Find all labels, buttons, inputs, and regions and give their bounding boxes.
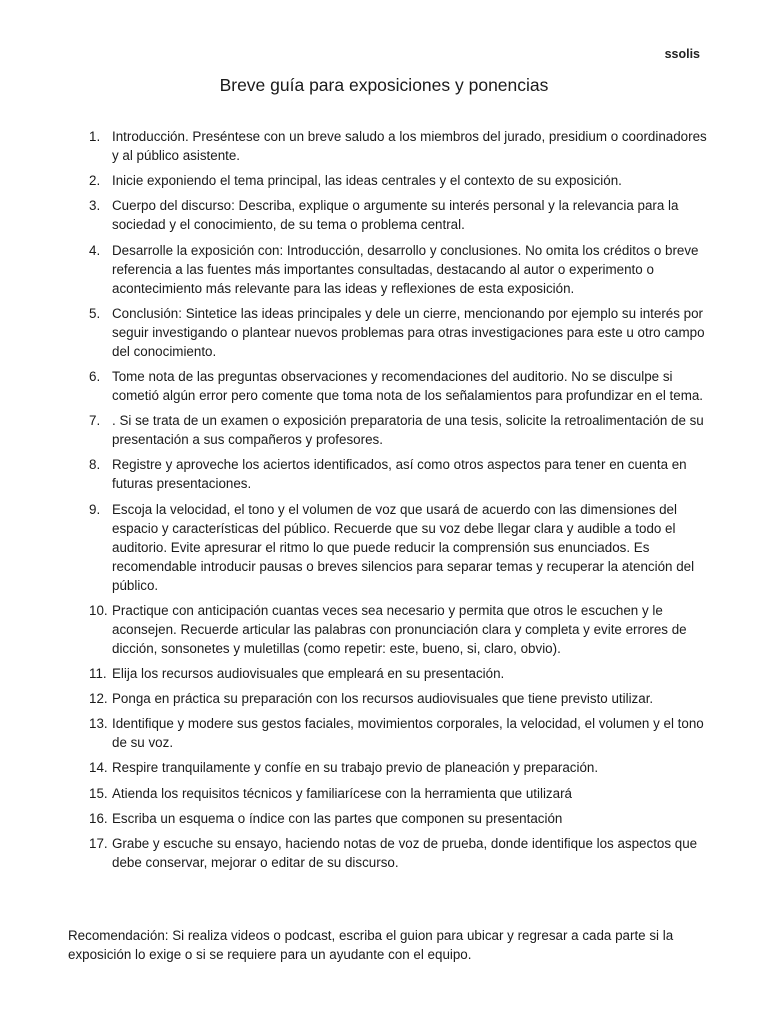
item-number: 8.	[89, 457, 101, 473]
item-text: Grabe y escuche su ensayo, haciendo notas de voz de prueba, donde identifique los aspectos que debe conservar, mejorar o editar de su discurso.	[112, 836, 698, 870]
list-item	[89, 241, 709, 298]
item-text: Escoja la velocidad, el tono y el volumen de voz que usará de acuerdo con las dimensiones del espacio y características del público. Recuerde que su voz debe llegar clara y audible a todo el auditorio. Evite apresurar el ritmo lo que puede reducir la comprensión sus enunciados. Es recomendable introducir pausas o breves silencios para separar temas y recuperar la atención del público.	[112, 501, 695, 593]
item-text: Respire tranquilamente y confíe en su trabajo previo de planeación y preparación.	[112, 760, 599, 776]
item-number: 14.	[89, 760, 108, 776]
item-number: 4.	[89, 242, 101, 258]
item-number: 1.	[89, 129, 101, 144]
item-number: 11.	[89, 665, 107, 681]
list-item	[89, 367, 709, 405]
item-text: Conclusión: Sintetice las ideas principales y dele un cierre, mencionando por ejemplo su interés por seguir investigando o plantear nuevos problemas para otras investigaciones para este u otro campo del conocimiento.	[112, 305, 705, 359]
author-tag: ssolis	[664, 47, 700, 61]
item-text: . Si se trata de un examen o exposición preparatoria de una tesis, solicite la retroalimentación de su presentación a sus compañeros y profesores.	[112, 413, 704, 448]
list-item	[89, 304, 709, 361]
item-text: Desarrolle la exposición con: Introducción, desarrollo y conclusiones. No omita los créditos o breve referencia a las fuentes más importantes consultadas, destacando al autor o experimento o acontecimiento más relevante para las ideas y reflexiones de esta exposición.	[112, 242, 699, 296]
list-item	[89, 689, 709, 708]
recommendation-note: Recomendación: Si realiza videos o podcast, escriba el guion para ubicar y regresar a cada parte si la exposición lo exige o si se requiere para un ayudante con el equipo.	[68, 928, 674, 962]
guide-list	[89, 127, 709, 878]
item-number: 9.	[89, 501, 101, 517]
list-item	[89, 171, 709, 190]
item-number: 12.	[89, 691, 108, 707]
list-item	[89, 809, 709, 828]
item-number: 6.	[89, 368, 101, 384]
item-number: 5.	[89, 305, 101, 321]
list-item	[89, 601, 709, 658]
item-text: Practique con anticipación cuantas veces sea necesario y permita que otros le escuchen y le aconsejen. Recuerde articular las palabras con pronunciación clara y completa y evite errores de dicción, sonsonetes y muletillas (como repetir: este, bueno, si, claro, obvio).	[112, 602, 687, 656]
list-item	[89, 758, 709, 777]
list-item	[89, 127, 709, 165]
item-text: Registre y aproveche los aciertos identificados, así como otros aspectos para tener en cuenta en futuras presentaciones.	[112, 457, 687, 492]
list-item	[89, 664, 709, 683]
item-number: 16.	[89, 810, 108, 826]
list-item	[89, 196, 709, 234]
item-text: Inicie exponiendo el tema principal, las ideas centrales y el contexto de su exposición.	[112, 173, 622, 189]
item-text: Escriba un esquema o índice con las partes que componen su presentación	[112, 810, 563, 826]
list-item	[89, 784, 709, 803]
list-item	[89, 455, 709, 493]
item-number: 15.	[89, 785, 108, 801]
item-number: 17.	[89, 836, 108, 851]
item-number: 10.	[89, 602, 108, 618]
list-item	[89, 834, 709, 872]
item-text: Cuerpo del discurso: Describa, explique o argumente su interés personal y la relevancia para la sociedad y el conocimiento, de su tema o problema central.	[112, 198, 679, 233]
item-text: Introducción. Preséntese con un breve saludo a los miembros del jurado, presidium o coordinadores y al público asistente.	[112, 129, 707, 163]
item-number: 2.	[89, 173, 101, 189]
item-number: 13.	[89, 716, 108, 732]
page-title: Breve guía para exposiciones y ponencias	[219, 75, 549, 95]
item-number: 7.	[89, 413, 101, 429]
list-item	[89, 500, 709, 595]
item-number: 3.	[89, 198, 101, 214]
list-item	[89, 411, 709, 449]
item-text: Ponga en práctica su preparación con los recursos audiovisuales que tiene previsto utilizar.	[112, 691, 654, 707]
item-text: Atienda los requisitos técnicos y familiarícese con la herramienta que utilizará	[112, 785, 572, 801]
item-text: Tome nota de las preguntas observaciones y recomendaciones del auditorio. No se disculpe si cometió algún error pero comente que toma nota de los señalamientos para profundizar en el tema.	[112, 368, 704, 403]
item-text: Elija los recursos audiovisuales que empleará en su presentación.	[112, 665, 505, 681]
list-item	[89, 714, 709, 752]
item-text: Identifique y modere sus gestos faciales, movimientos corporales, la velocidad, el volumen y el tono de su voz.	[112, 716, 704, 751]
